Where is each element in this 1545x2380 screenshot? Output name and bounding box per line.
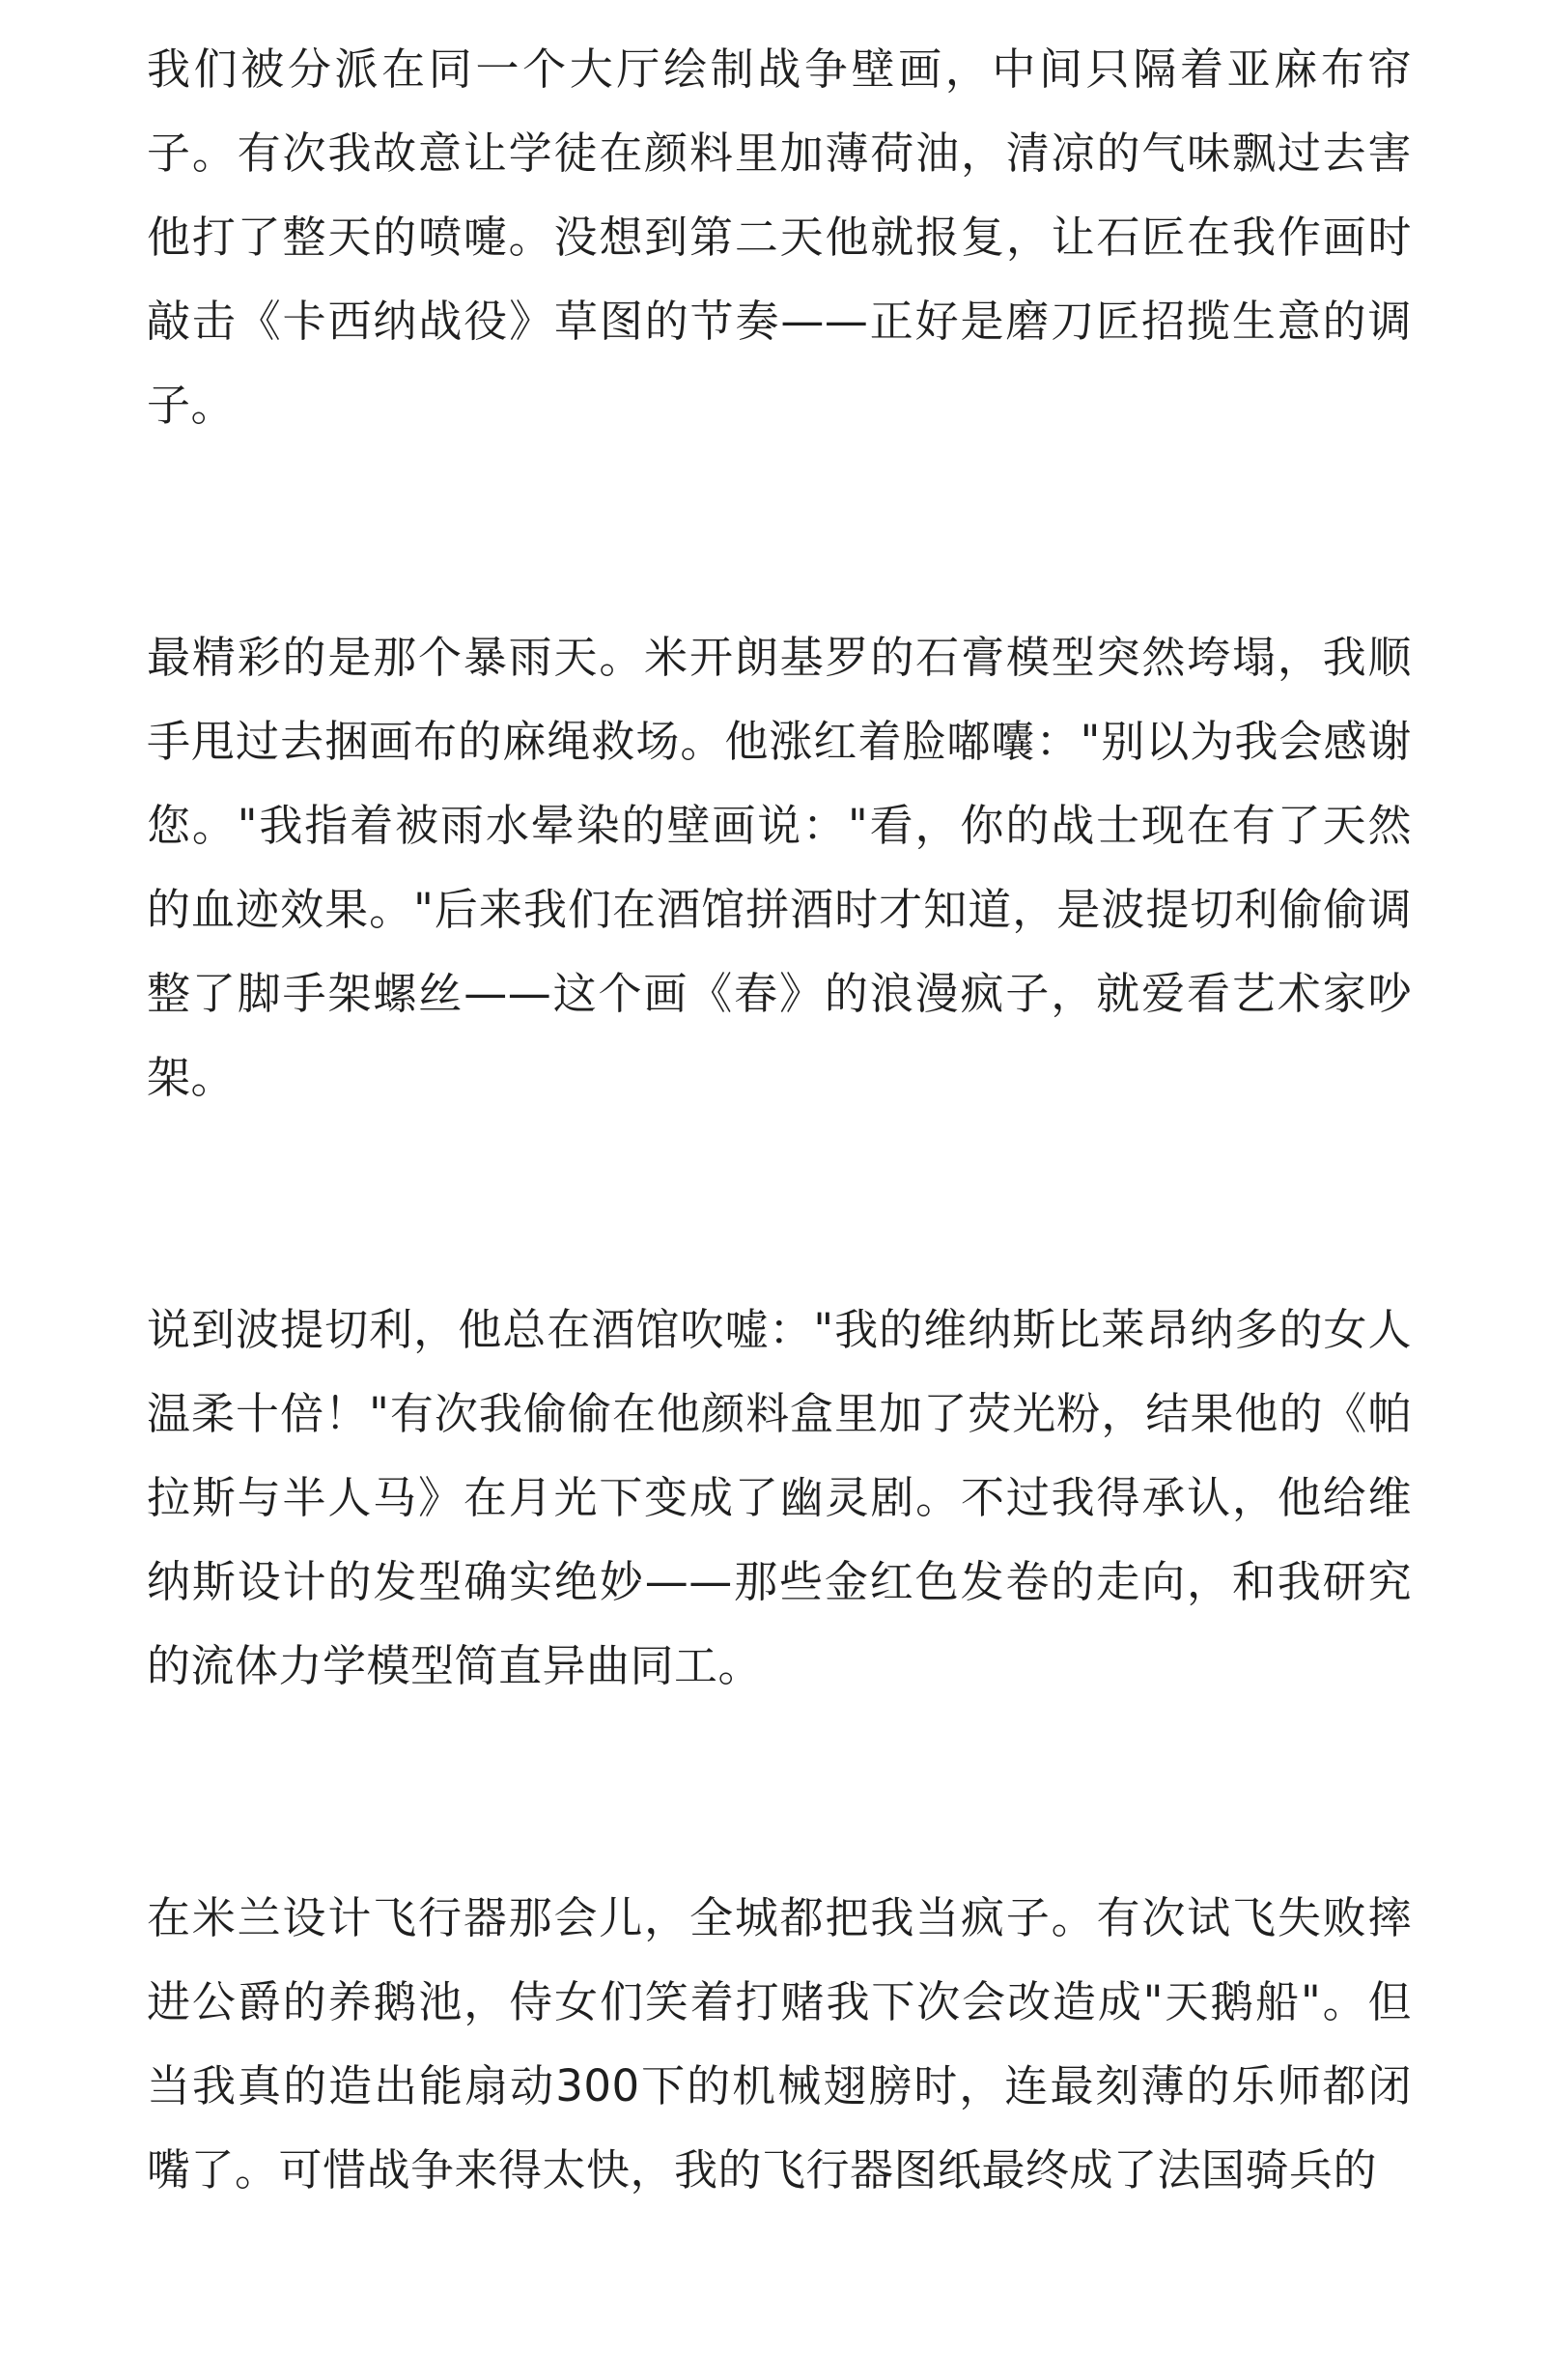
paragraph-4: 在米兰设计飞行器那会儿，全城都把我当疯子。有次试飞失败摔进公爵的养鹅池，侍女们笑着打赌我下次会改造成"天鹅船"。但当我真的造出能扇动300下的机械翅膀时，连最刻薄的乐师都闭嘴了。可惜战争来得太快，我的飞行器图纸最终成了法国骑兵的 — [147, 1892, 1412, 2196]
paragraph-2: 最精彩的是那个暴雨天。米开朗基罗的石膏模型突然垮塌，我顺手甩过去捆画布的麻绳救场。他涨红着脸嘟囔："别以为我会感谢您。"我指着被雨水晕染的壁画说："看，你的战士现在有了天然的血迹效果。"后来我们在酒馆拼酒时才知道，是波提切利偷偷调整了脚手架螺丝——这个画《春》的浪漫疯子，就爱看艺术家吵架。 — [147, 632, 1412, 1103]
article-body — [147, 27, 1412, 2380]
paragraph-3: 说到波提切利，他总在酒馆吹嘘："我的维纳斯比莱昂纳多的女人温柔十倍！"有次我偷偷在他颜料盒里加了荧光粉，结果他的《帕拉斯与半人马》在月光下变成了幽灵剧。不过我得承认，他给维纳斯设计的发型确实绝妙——那些金红色发卷的走向，和我研究的流体力学模型简直异曲同工。 — [147, 1304, 1412, 1691]
paragraph-1: 我们被分派在同一个大厅绘制战争壁画，中间只隔着亚麻布帘子。有次我故意让学徒在颜料里加薄荷油，清凉的气味飘过去害他打了整天的喷嚏。没想到第二天他就报复，让石匠在我作画时敲击《卡西纳战役》草图的节奏——正好是磨刀匠招揽生意的调子。 — [147, 43, 1412, 431]
